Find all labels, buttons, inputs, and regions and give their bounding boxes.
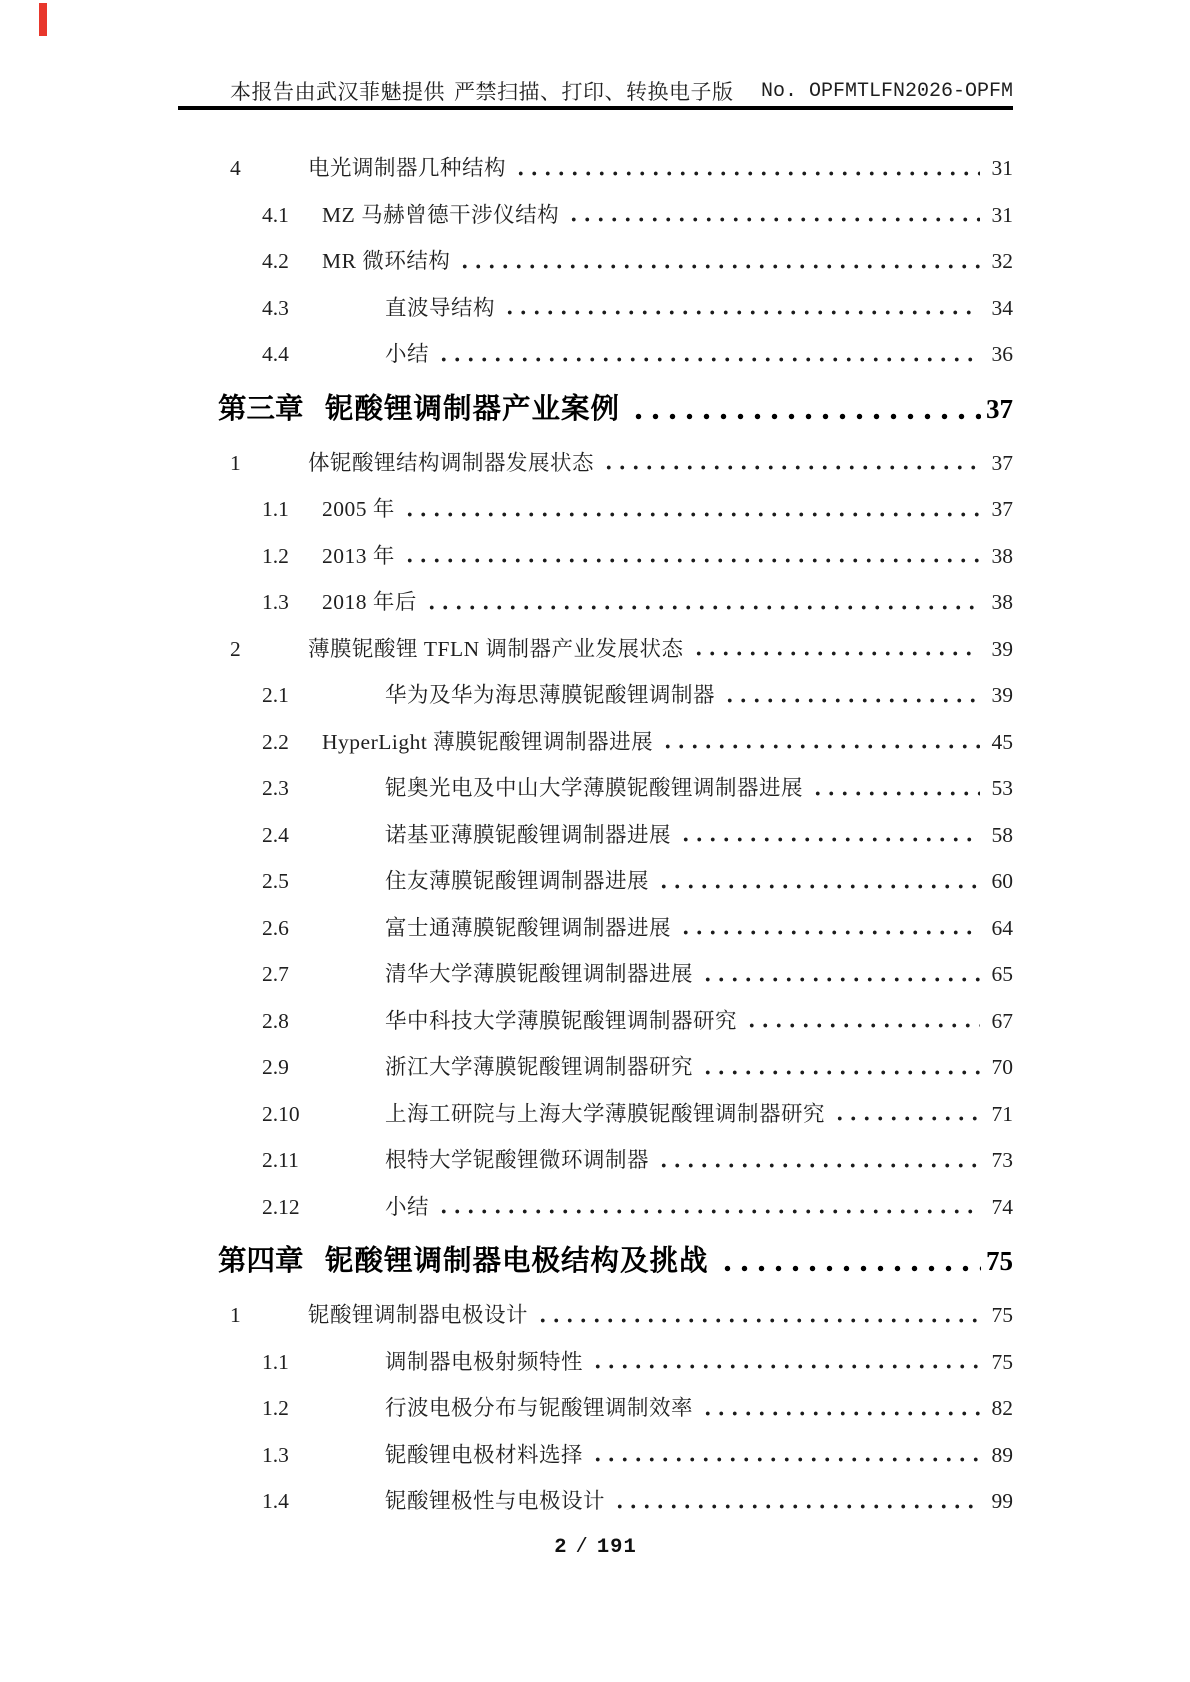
toc-entry-page: 45 — [991, 729, 1013, 754]
dot-leader — [811, 765, 980, 812]
page-footer — [178, 1524, 1013, 1572]
toc-entry-number: 1.2 — [262, 543, 289, 568]
toc-entry-page: 37 — [986, 393, 1013, 424]
toc-entry-number: 1 — [230, 1303, 241, 1327]
toc-entry-number: 2.2 — [262, 729, 289, 754]
toc-entry-number: 2.11 — [262, 1148, 299, 1172]
toc-entry[interactable] — [178, 1385, 1013, 1432]
toc-entry-title: 富士通薄膜铌酸锂调制器进展 — [385, 915, 672, 940]
toc-entry[interactable] — [178, 145, 1013, 192]
toc-entry-number: 2.9 — [262, 1055, 289, 1079]
toc-entry-title: 直波导结构 — [385, 295, 496, 320]
dot-leader — [679, 905, 980, 952]
dot-leader — [503, 285, 980, 332]
toc-entry[interactable] — [178, 331, 1013, 378]
toc-entry-page: 37 — [991, 450, 1013, 475]
toc-entry-page: 82 — [991, 1396, 1013, 1420]
toc-entry-title: 上海工研院与上海大学薄膜铌酸锂调制器研究 — [385, 1101, 826, 1126]
toc-entry-number: 1.3 — [262, 1442, 289, 1467]
toc-entry-page: 39 — [991, 683, 1013, 707]
toc-entry-title: 电光调制器几种结构 — [308, 156, 507, 180]
toc-entry-page: 60 — [991, 869, 1013, 893]
toc-entry-page: 34 — [991, 295, 1013, 320]
toc-entry-title: 2005 年 — [322, 497, 395, 521]
dot-leader — [630, 378, 981, 440]
toc-entry-title: 根特大学铌酸锂微环调制器 — [385, 1148, 650, 1172]
toc-entry-page: 75 — [986, 1246, 1013, 1276]
toc-entry[interactable] — [178, 192, 1013, 239]
dot-leader — [613, 1478, 980, 1525]
dot-leader — [437, 1184, 980, 1231]
toc-entry-page: 38 — [991, 543, 1013, 568]
dot-leader — [536, 1292, 980, 1339]
toc-entry-number: 4.3 — [262, 295, 289, 320]
toc-entry[interactable] — [178, 719, 1013, 766]
dot-leader — [679, 812, 980, 859]
toc-entry-number: 第三章 — [218, 393, 304, 425]
toc-entry-title: 体铌酸锂结构调制器发展状态 — [308, 450, 595, 475]
footer-separator: / — [575, 1536, 589, 1559]
toc-entry-title: 清华大学薄膜铌酸锂调制器进展 — [385, 962, 694, 986]
header-warning-text: 严禁扫描、打印、转换电子版 — [454, 80, 734, 104]
toc-entry-number: 第四章 — [218, 1246, 304, 1277]
page-header — [178, 78, 1013, 106]
toc-entry-number: 1.4 — [262, 1489, 289, 1513]
toc-entry-title: 华为及华为海思薄膜铌酸锂调制器 — [385, 683, 716, 707]
toc-entry-title: MZ 马赫曾德干涉仪结构 — [322, 202, 560, 227]
toc-entry[interactable] — [178, 486, 1013, 533]
toc-entry-title: 调制器电极射频特性 — [385, 1349, 584, 1374]
dot-leader — [602, 440, 980, 487]
toc-entry-number: 2.7 — [262, 962, 289, 986]
toc-entry-title: 铌酸锂调制器电极设计 — [308, 1303, 529, 1327]
toc-entry[interactable] — [178, 951, 1013, 998]
toc-entry-number: 2.8 — [262, 1008, 289, 1033]
toc-entry-number: 4.2 — [262, 249, 289, 273]
toc-entry[interactable] — [178, 1044, 1013, 1091]
toc-entry-number: 1.3 — [262, 590, 289, 614]
toc-entry[interactable] — [178, 1137, 1013, 1184]
header-doc-number: No. OPFMTLFN2026-OPFM — [760, 80, 1013, 103]
toc-entry[interactable] — [178, 1478, 1013, 1525]
toc-entry-page: 36 — [991, 342, 1013, 366]
toc-entry-page: 65 — [991, 962, 1013, 986]
toc-entry-number: 2.1 — [262, 683, 289, 707]
toc-entry-number: 2.12 — [262, 1194, 300, 1219]
toc-entry[interactable] — [178, 812, 1013, 859]
dot-leader — [692, 626, 980, 673]
toc-entry-title: 铌酸锂电极材料选择 — [385, 1442, 584, 1467]
toc-entry-page: 37 — [991, 497, 1013, 521]
dot-leader — [567, 192, 980, 239]
toc-entry-page: 75 — [991, 1303, 1013, 1327]
footer-current-page: 2 — [554, 1536, 568, 1559]
toc-entry-page: 99 — [991, 1489, 1013, 1513]
toc-entry-number: 1.2 — [262, 1396, 289, 1420]
toc-entry-title: 华中科技大学薄膜铌酸锂调制器研究 — [385, 1008, 738, 1033]
toc-entry-title: 小结 — [385, 1194, 430, 1219]
dot-leader — [514, 145, 980, 192]
toc-entry-number: 2.4 — [262, 822, 289, 847]
toc-entry-page: 71 — [991, 1101, 1013, 1126]
toc-entry[interactable] — [178, 626, 1013, 673]
toc-entry-number: 4 — [230, 156, 241, 180]
dot-leader — [403, 533, 980, 580]
dot-leader — [719, 1230, 981, 1292]
toc-entry-title: 铌酸锂调制器电极结构及挑战 — [325, 1246, 709, 1277]
toc-entry-title: MR 微环结构 — [322, 249, 451, 273]
toc-entry[interactable] — [178, 858, 1013, 905]
toc-entry[interactable] — [178, 672, 1013, 719]
toc-entry-number: 2.10 — [262, 1101, 300, 1126]
header-rule — [178, 106, 1013, 110]
toc-entry-title: 住友薄膜铌酸锂调制器进展 — [385, 869, 650, 893]
toc-entry-title: 小结 — [385, 342, 430, 366]
toc-entry[interactable] — [178, 579, 1013, 626]
toc-entry-page: 74 — [991, 1194, 1013, 1219]
toc-entry-number: 1 — [230, 450, 241, 475]
red-cursor-marker — [39, 3, 47, 36]
toc-entry-number: 2 — [230, 636, 241, 661]
toc-entry[interactable] — [178, 440, 1013, 487]
toc-entry[interactable] — [178, 378, 1013, 440]
toc-entry-number: 2.6 — [262, 915, 289, 940]
toc-entry-title: 铌酸锂极性与电极设计 — [385, 1489, 606, 1513]
toc-entry[interactable] — [178, 1432, 1013, 1479]
toc-entry[interactable] — [178, 998, 1013, 1045]
toc-entry-title: 薄膜铌酸锂 TFLN 调制器产业发展状态 — [308, 636, 684, 661]
toc-entry-page: 73 — [991, 1148, 1013, 1172]
toc-entry-page: 32 — [991, 249, 1013, 273]
dot-leader — [657, 858, 980, 905]
toc-entry-title: 2018 年后 — [322, 590, 417, 614]
dot-leader — [591, 1339, 980, 1386]
toc-entry-number: 2.3 — [262, 776, 289, 800]
dot-leader — [437, 331, 980, 378]
dot-leader — [745, 998, 980, 1045]
toc-entry-page: 38 — [991, 590, 1013, 614]
dot-leader — [833, 1091, 980, 1138]
toc-entry-title: 诺基亚薄膜铌酸锂调制器进展 — [385, 822, 672, 847]
toc-entry-page: 75 — [991, 1349, 1013, 1374]
toc-entry[interactable] — [178, 765, 1013, 812]
toc-entry-title: 铌奥光电及中山大学薄膜铌酸锂调制器进展 — [385, 776, 804, 800]
header-provider-text: 本报告由武汉菲魅提供 — [230, 80, 445, 104]
toc-entry[interactable] — [178, 533, 1013, 580]
toc-entry-page: 53 — [991, 776, 1013, 800]
toc-entry-page: 39 — [991, 636, 1013, 661]
dot-leader — [661, 719, 980, 766]
toc-entry-number: 2.5 — [262, 869, 289, 893]
dot-leader — [723, 672, 980, 719]
footer-total-pages: 191 — [596, 1536, 637, 1559]
dot-leader — [591, 1432, 980, 1479]
dot-leader — [701, 951, 980, 998]
toc-entry-page: 31 — [991, 156, 1013, 180]
toc-entry-number: 4.1 — [262, 202, 289, 227]
toc-entry-page: 67 — [991, 1008, 1013, 1033]
toc-entry-title: HyperLight 薄膜铌酸锂调制器进展 — [322, 729, 654, 754]
toc-entry-page: 70 — [991, 1055, 1013, 1079]
dot-leader — [701, 1044, 980, 1091]
toc-entry-number: 4.4 — [262, 342, 289, 366]
toc-entry-page: 31 — [991, 202, 1013, 227]
toc-entry[interactable] — [178, 1091, 1013, 1138]
toc-entry[interactable] — [178, 1292, 1013, 1339]
toc-entry[interactable] — [178, 1339, 1013, 1386]
toc-entry[interactable] — [178, 1184, 1013, 1231]
toc-entry-page: 64 — [991, 915, 1013, 940]
toc-entry-number: 1.1 — [262, 1349, 289, 1374]
toc-entry-title: 2013 年 — [322, 543, 395, 568]
toc-entry[interactable] — [178, 285, 1013, 332]
dot-leader — [701, 1385, 980, 1432]
toc-entry[interactable] — [178, 1230, 1013, 1292]
toc-entry[interactable] — [178, 238, 1013, 285]
toc-entry-page: 58 — [991, 822, 1013, 847]
dot-leader — [657, 1137, 980, 1184]
dot-leader — [403, 486, 980, 533]
toc-entry[interactable] — [178, 905, 1013, 952]
dot-leader — [425, 579, 980, 626]
toc-entry-title: 浙江大学薄膜铌酸锂调制器研究 — [385, 1055, 694, 1079]
toc-entry-number: 1.1 — [262, 497, 289, 521]
toc-entry-title: 铌酸锂调制器产业案例 — [325, 393, 621, 425]
toc-list — [178, 145, 1013, 1525]
dot-leader — [458, 238, 980, 285]
toc-entry-title: 行波电极分布与铌酸锂调制效率 — [385, 1396, 694, 1420]
toc-entry-page: 89 — [991, 1442, 1013, 1467]
